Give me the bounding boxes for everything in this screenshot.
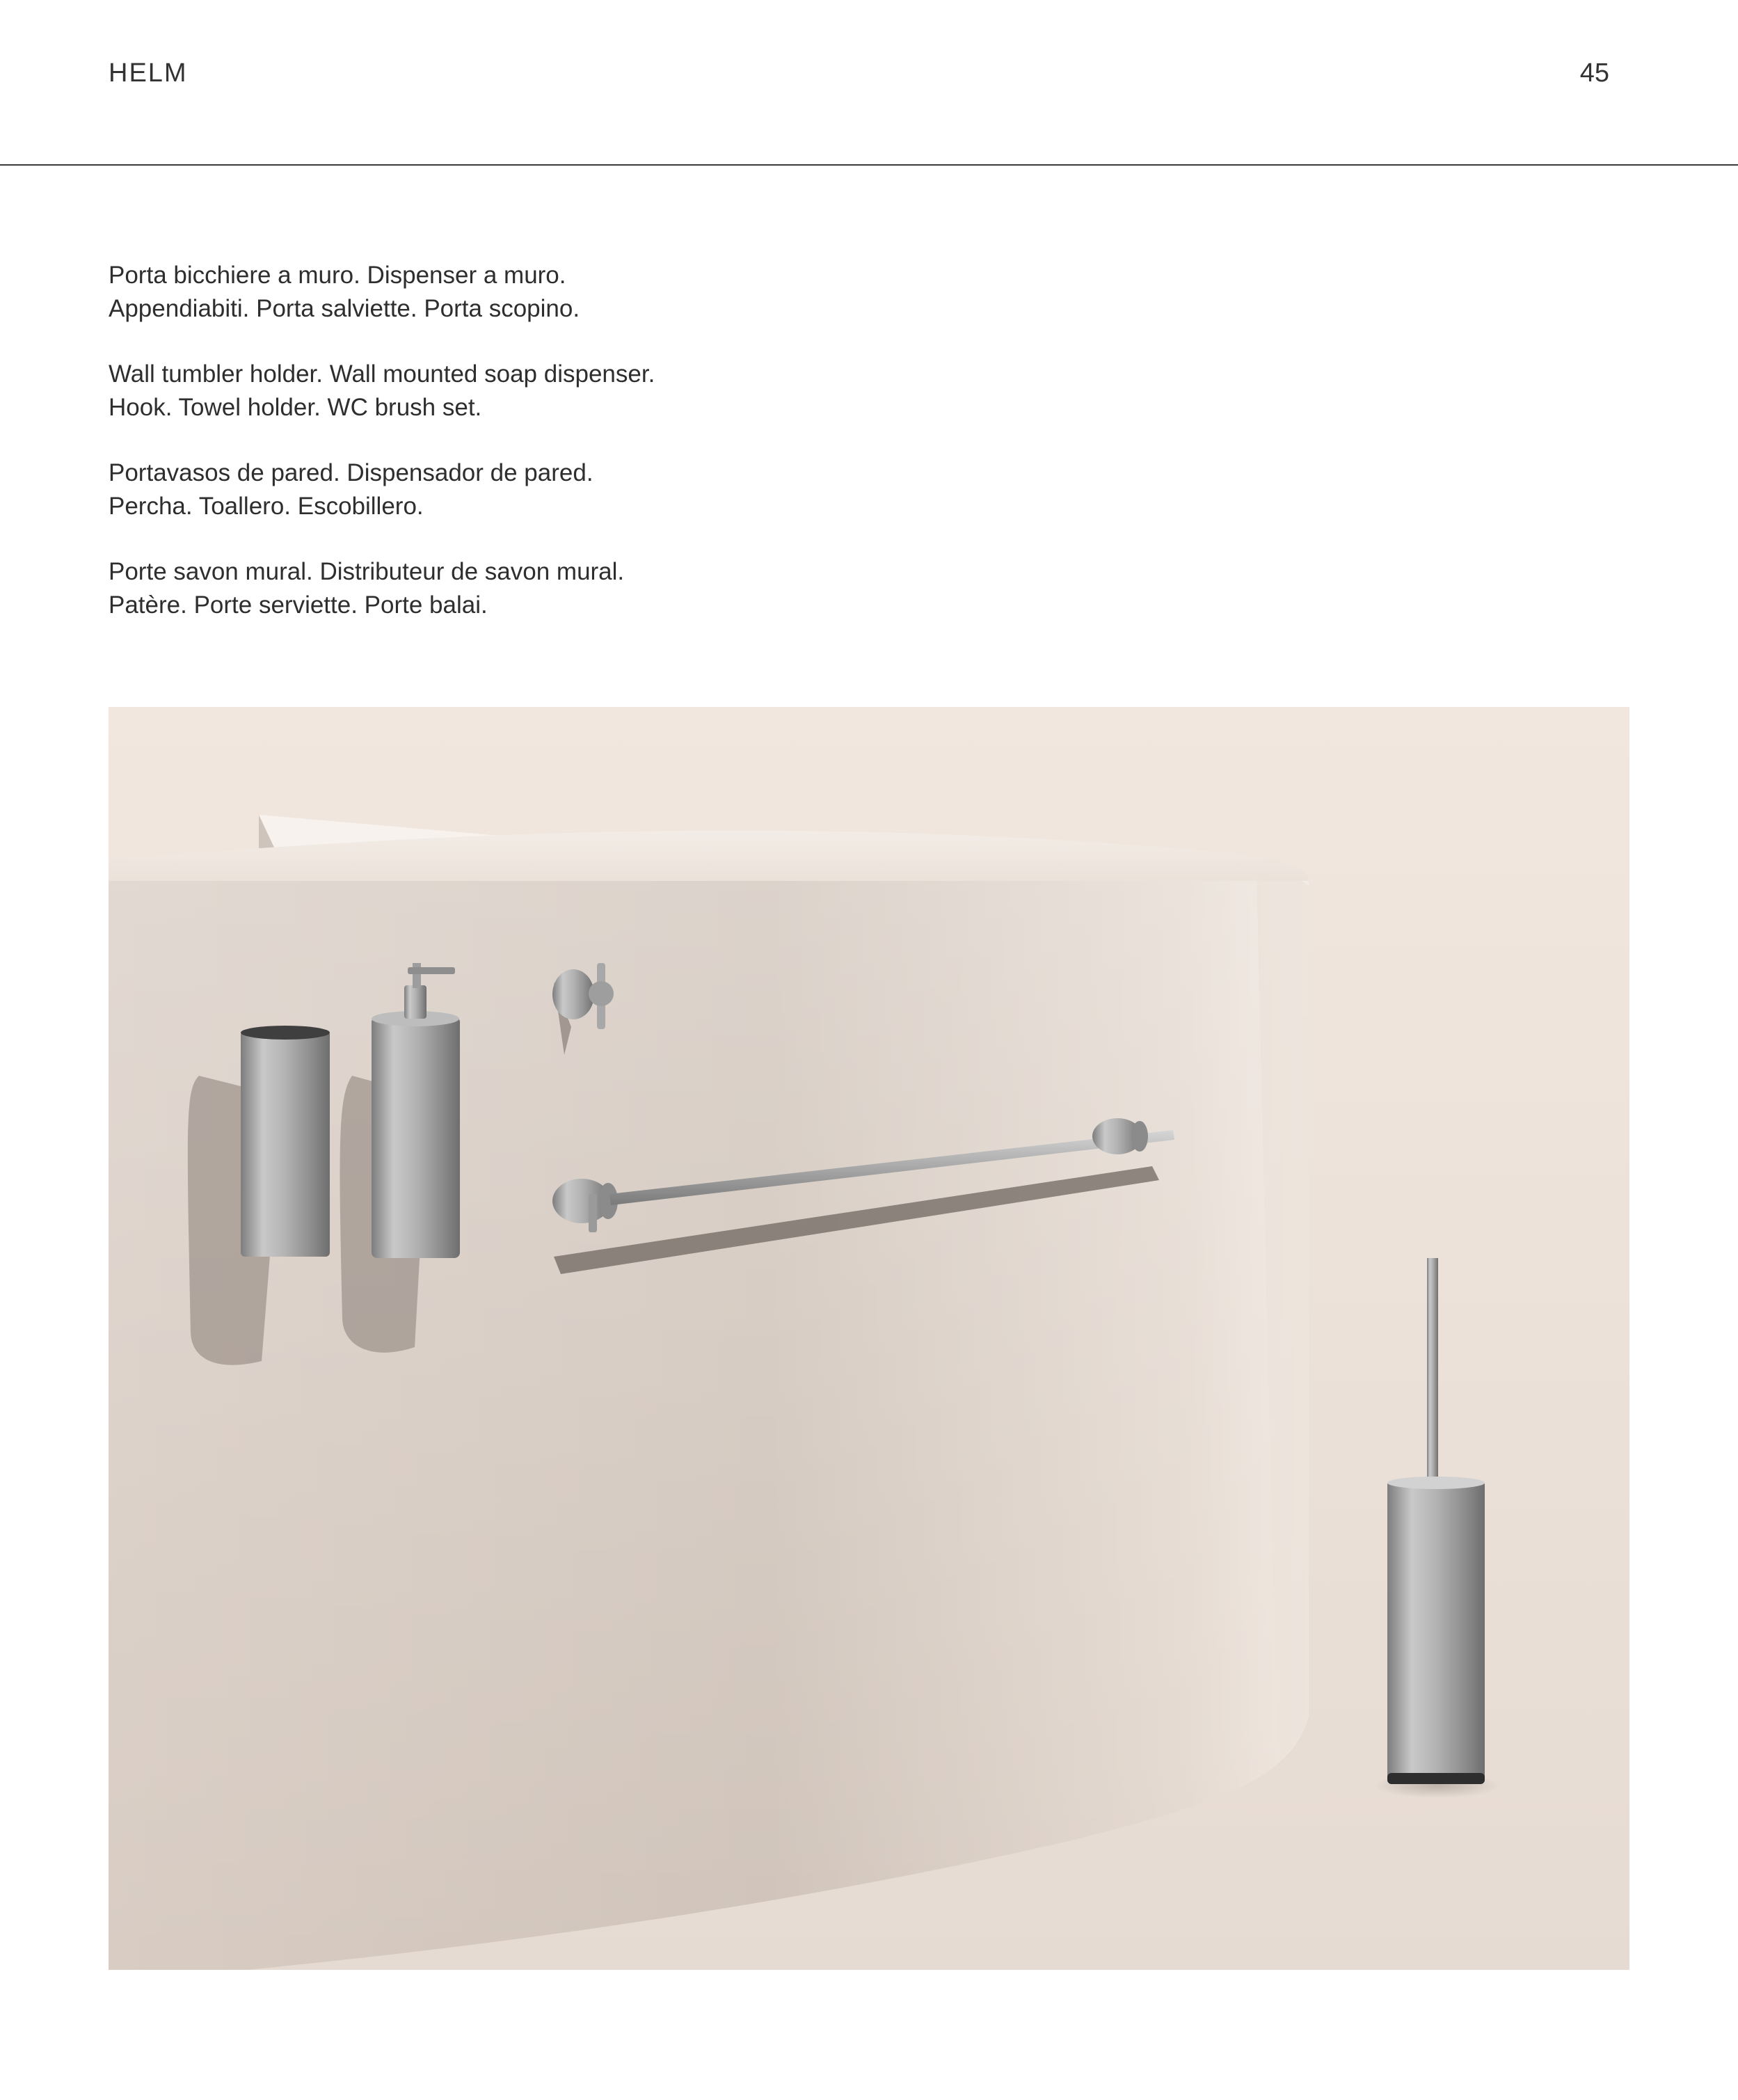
bathroom-scene-illustration: [109, 707, 1629, 1970]
description-line: Portavasos de pared. Dispensador de pared.: [109, 459, 593, 486]
product-descriptions: [109, 259, 943, 654]
page-number: 45: [1579, 58, 1609, 88]
description-line: Percha. Toallero. Escobillero.: [109, 493, 424, 520]
description-line: Patère. Porte serviette. Porte balai.: [109, 591, 488, 619]
description-spanish: [109, 456, 943, 523]
collection-title: HELM: [109, 58, 188, 88]
description-line: Porta bicchiere a muro. Dispenser a muro.: [109, 262, 566, 289]
description-english: [109, 358, 943, 424]
description-line: Porte savon mural. Distributeur de savon mural.: [109, 558, 625, 585]
description-italian: [109, 259, 943, 326]
description-line: Hook. Towel holder. WC brush set.: [109, 394, 482, 421]
header-divider: [0, 164, 1738, 166]
description-line: Wall tumbler holder. Wall mounted soap dispenser.: [109, 360, 655, 388]
product-photo: [109, 707, 1629, 1970]
description-line: Appendiabiti. Porta salviette. Porta scopino.: [109, 295, 580, 322]
description-french: [109, 555, 943, 622]
